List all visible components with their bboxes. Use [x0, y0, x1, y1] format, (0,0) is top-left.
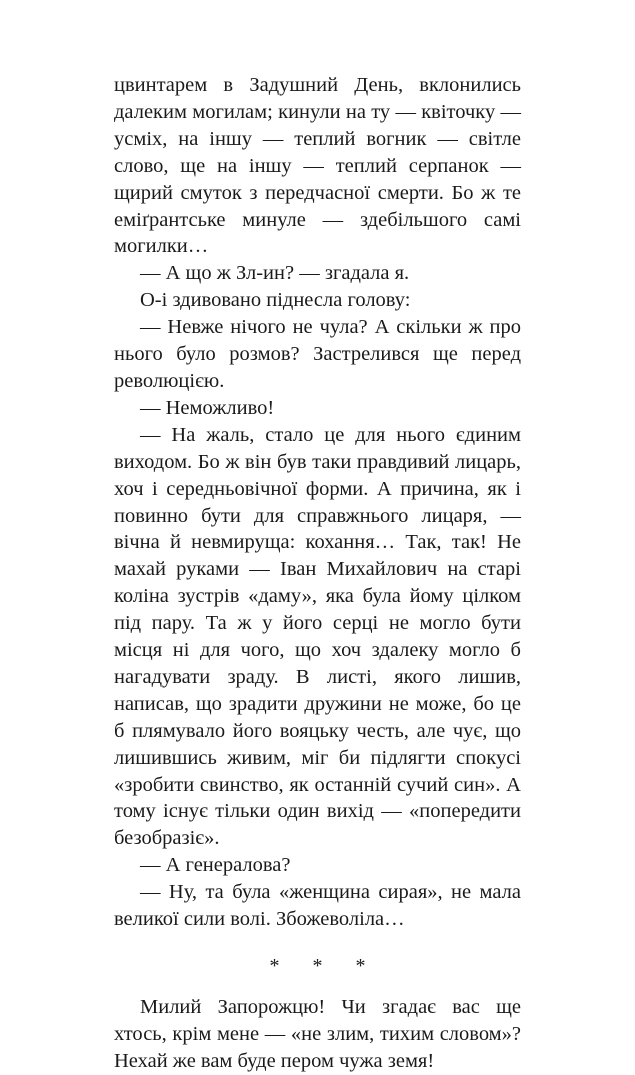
paragraph: О-і здивовано піднесла голову:	[140, 289, 411, 312]
paragraph: — На жаль, стало це для нього єдиним виходом. Бо ж він був таки правдивий лицарь, хоч і середньовічної форми. А причина, як і повинно бути для справжнього лицаря, — вічна й невмируща: кохання… Так, так! Не махай руками — Іван Михайлович на старі коліна зустрів «даму», яка була йому цілком під пару. Та ж у його серці не могло бути місця ні для чого, що хоч здалеку могло б нагадувати зраду. В листі, якого лишив, написав, що зрадити дружини не може, бо це б плямувало його вояцьку честь, але чує, що лишившись живим, міг би підлягти спокусі «зробити свинство, як останній сучий син». А тому існує тільки один вихід — «попередити безобразіє».	[114, 423, 521, 850]
closing-paragraph: Милий Запорожцю! Чи згадає вас ще хтось, крім мене — «не злим, тихим словом»? Нехай же вам буде пером чужа земя!	[114, 995, 521, 1072]
paragraph: цвинтарем в Задушний День, вклонились далеким могилам; кинули на ту — квіточку — усміх, на іншу — теплий вогник — світле слово, ще на іншу — теплий серпанок — щирий смуток з передчасної смерти. Бо ж те еміґрантське минуле — здебільшого самі могилки…	[114, 74, 521, 258]
section-separator: * * *	[269, 955, 380, 977]
paragraph: — А генералова?	[140, 854, 291, 877]
paragraph: — А що ж Зл-ин? — згадала я.	[140, 262, 410, 285]
paragraph: — Неможливо!	[140, 396, 275, 419]
paragraph: — Невже нічого не чула? А скільки ж про нього було розмов? Застрелився ще перед революцією.	[114, 316, 521, 392]
page-text-block	[114, 72, 521, 1075]
paragraph: — Ну, та була «женщина сирая», не мала великої сили волі. Збожеволіла…	[114, 881, 521, 931]
